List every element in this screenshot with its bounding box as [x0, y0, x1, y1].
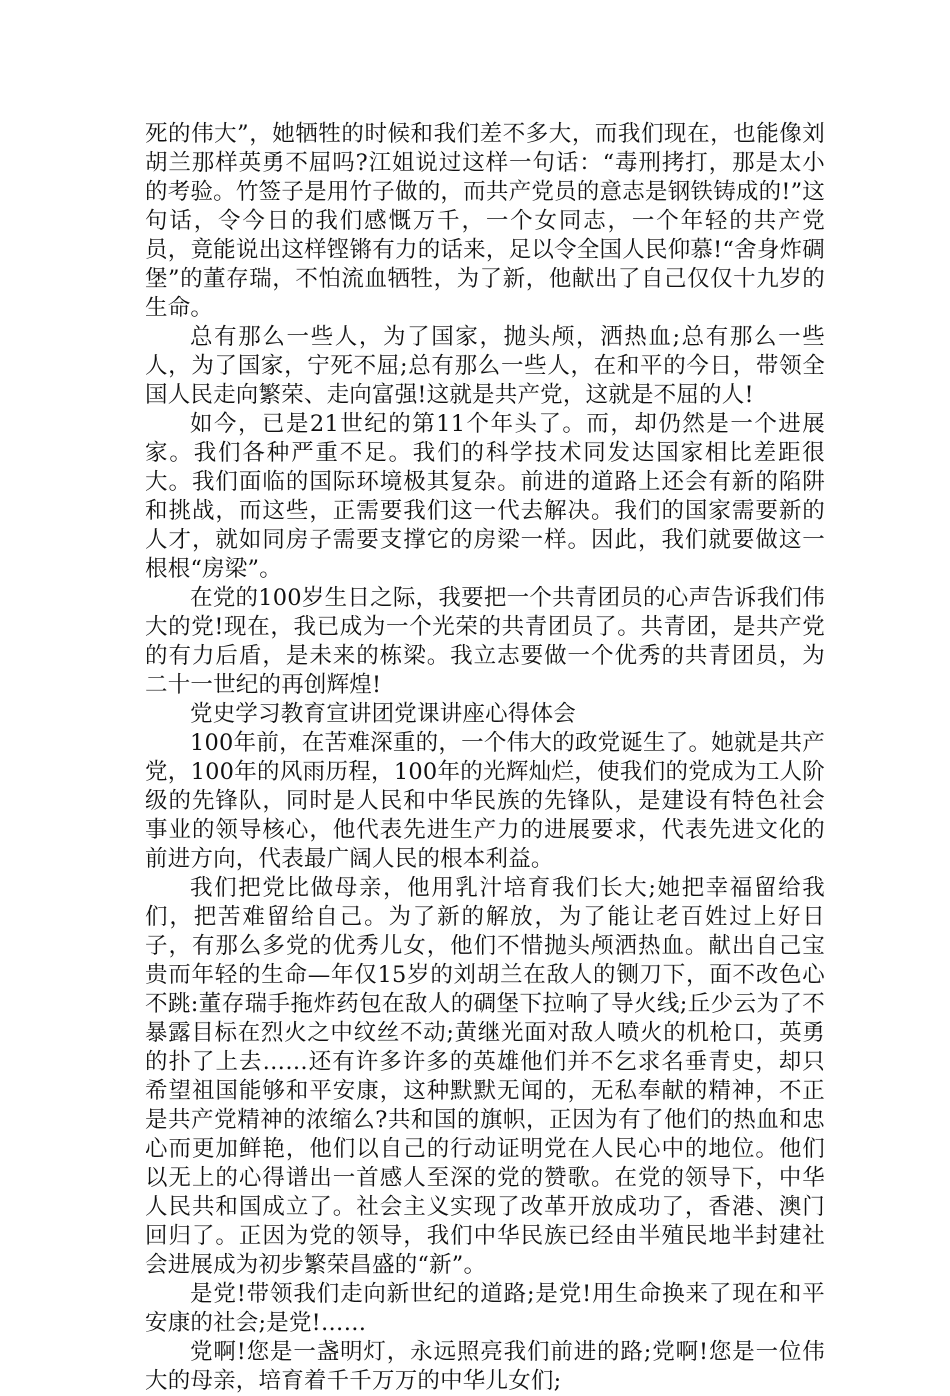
- paragraph: 总有那么一些人，为了国家，抛头颅，洒热血;总有那么一些人，为了国家，宁死不屈;总有那么一些人，在和平的今日，带领全国人民走向繁荣、走向富强!这就是共产党，这就是不屈的人!: [145, 324, 825, 408]
- paragraph: 100年前，在苦难深重的，一个伟大的政党诞生了。她就是共产党，100年的风雨历程，100年的光辉灿烂，使我们的党成为工人阶级的先锋队，同时是人民和中华民族的先锋队，是建设有特色社会事业的领导核心，他代表先进生产力的进展要求，代表先进文化的前进方向，代表最广阔人民的根本利益。: [145, 730, 825, 872]
- section-heading: 党史学习教育宣讲团党课讲座心得体会: [190, 701, 576, 727]
- paragraph: 我们把党比做母亲，他用乳汁培育我们长大;她把幸福留给我们，把苦难留给自己。为了新的解放，为了能让老百姓过上好日子，有那么多党的优秀儿女，他们不惜抛头颅洒热血。献出自己宝贵而年轻的生命—年仅15岁的刘胡兰在敌人的铡刀下，面不改色心不跳:董存瑞手拖炸药包在敌人的碉堡下拉响了导火线;丘少云为了不暴露目标在烈火之中纹丝不动;黄继光面对敌人喷火的机枪口，英勇的扑了上去……还有许多许多的英雄他们并不乞求名垂青史，却只希望祖国能够和平安康，这种默默无闻的，无私奉献的精神，不正是共产党精神的浓缩么?共和国的旗帜，正因为有了他们的热血和忠心而更加鲜艳，他们以自己的行动证明党在人民心中的地位。他们以无上的心得谱出一首感人至深的党的赞歌。在党的领导下，中华人民共和国成立了。社会主义实现了改革开放成功了，香港、澳门回归了。正因为党的领导，我们中华民族已经由半殖民地半封建社会进展成为初步繁荣昌盛的“新”。: [145, 875, 825, 1278]
- paragraph: 党啊!您是一盏明灯，永远照亮我们前进的路;党啊!您是一位伟大的母亲，培育着千千万万的中华儿女们;: [145, 1339, 825, 1394]
- paragraph: 在党的100岁生日之际，我要把一个共青团员的心声告诉我们伟大的党!现在，我已成为一个光荣的共青团员了。共青团，是共产党的有力后盾，是未来的栋梁。我立志要做一个优秀的共青团员，为二十一世纪的再创辉煌!: [145, 585, 825, 698]
- paragraph: 是党!带领我们走向新世纪的道路;是党!用生命换来了现在和平安康的社会;是党!……: [145, 1281, 825, 1336]
- paragraph: 如今，已是21世纪的第11个年头了。而，却仍然是一个进展家。我们各种严重不足。我们的科学技术同发达国家相比差距很大。我们面临的国际环境极其复杂。前进的道路上还会有新的陷阱和挑战，而这些，正需要我们这一代去解决。我们的国家需要新的人才，就如同房子需要支撑它的房梁一样。因此，我们就要做这一根根“房梁”。: [145, 411, 825, 582]
- paragraph: 死的伟大”，她牺牲的时候和我们差不多大，而我们现在，也能像刘胡兰那样英勇不屈吗?江姐说过这样一句话：“毒刑拷打，那是太小的考验。竹签子是用竹子做的，而共产党员的意志是钢铁铸成的!”这句话，令今日的我们感慨万千，一个女同志，一个年轻的共产党员，竟能说出这样铿锵有力的话来，足以令全国人民仰慕!“舍身炸碉堡”的董存瑞，不怕流血牺牲，为了新，他献出了自己仅仅十九岁的生命。: [145, 121, 825, 321]
- document-body: [145, 120, 825, 1396]
